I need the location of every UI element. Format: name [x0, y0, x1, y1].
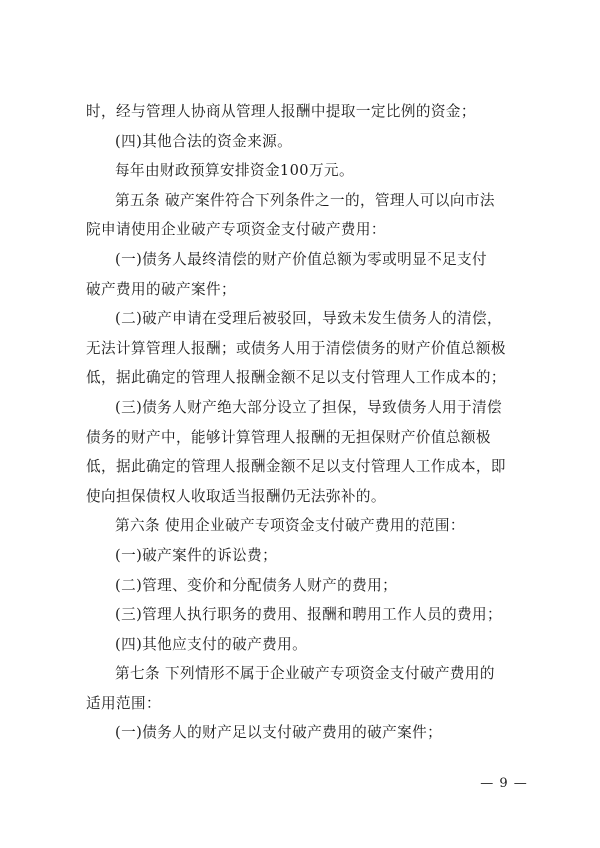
list-item: (四)其他应支付的破产费用。: [115, 635, 308, 653]
text-line: 债务的财产中，能够计算管理人报酬的无担保财产价值总额极: [86, 428, 491, 446]
page-number: — 9 —: [480, 776, 528, 791]
list-item: (三)管理人执行职务的费用、报酬和聘用工作人员的费用；: [115, 606, 503, 624]
article-6-heading: 第六条 使用企业破产专项资金支付破产费用的范围：: [115, 517, 465, 535]
list-item: (一)债务人最终清偿的财产价值总额为零或明显不足支付: [115, 250, 488, 268]
list-item: (二)破产申请在受理后被驳回，导致未发生债务人的清偿，: [115, 310, 503, 328]
text-line: 破产费用的破产案件；: [86, 280, 236, 298]
text-line: 低，据此确定的管理人报酬金额不足以支付管理人工作成本，即: [86, 458, 506, 476]
text-line: 无法计算管理人报酬；或债务人用于清偿债务的财产价值总额极: [86, 339, 506, 357]
list-item: (一)破产案件的诉讼费；: [115, 546, 278, 564]
list-item: (三)债务人财产绝大部分设立了担保，导致债务人用于清偿: [115, 398, 503, 416]
list-item: (一)债务人的财产足以支付破产费用的破产案件；: [115, 724, 443, 742]
article-5-heading: 第五条 破产案件符合下列条件之一的，管理人可以向市法: [115, 191, 495, 209]
text-line: 时，经与管理人协商从管理人报酬中提取一定比例的资金；: [86, 103, 476, 120]
document-body: [86, 97, 526, 748]
paragraph-line: 每年由财政预算安排资金100万元。: [115, 162, 354, 180]
list-item: (四)其他合法的资金来源。: [115, 132, 293, 150]
text-line: 使向担保债权人收取适当报酬仍无法弥补的。: [86, 487, 386, 505]
text-line: 院申请使用企业破产专项资金支付破产费用：: [86, 221, 386, 239]
text-line: 低，据此确定的管理人报酬金额不足以支付管理人工作成本的；: [86, 369, 506, 387]
list-item: (二)管理、变价和分配债务人财产的费用；: [115, 576, 398, 594]
article-7-heading: 第七条 下列情形不属于企业破产专项资金支付破产费用的: [115, 665, 495, 683]
text-line: 适用范围：: [86, 694, 161, 712]
